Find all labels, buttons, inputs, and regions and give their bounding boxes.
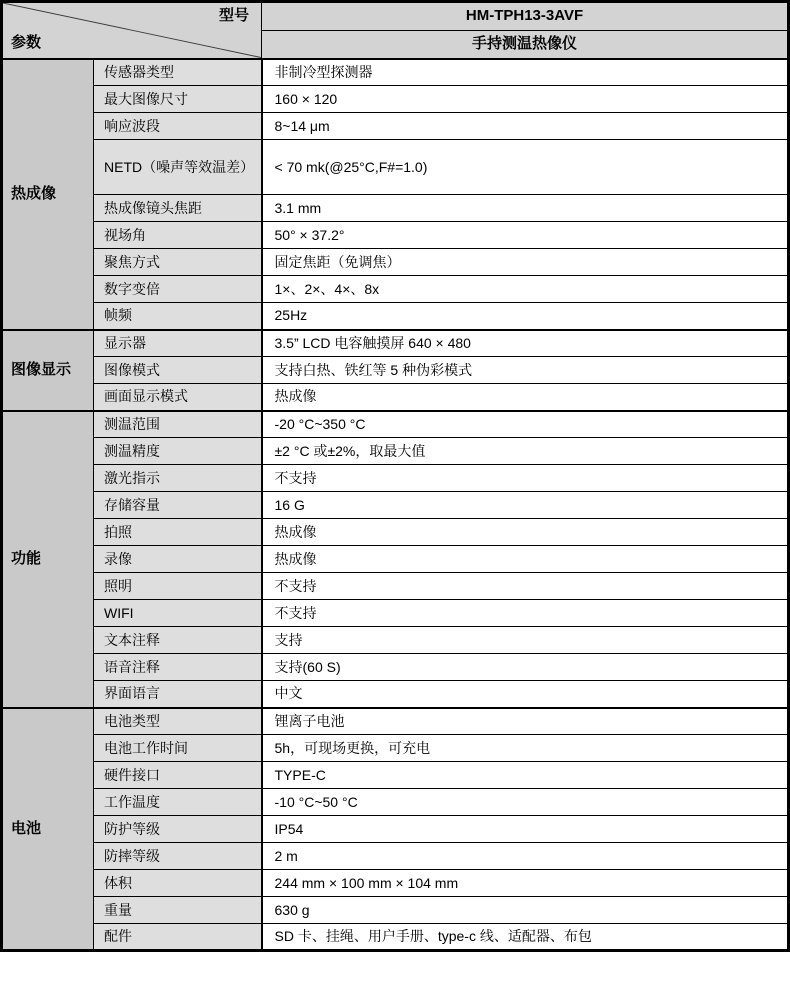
param-label: 照明 — [94, 573, 262, 600]
param-value: 不支持 — [262, 573, 789, 600]
table-row — [2, 519, 789, 546]
param-label: WIFI — [94, 600, 262, 627]
param-label: 工作温度 — [94, 789, 262, 816]
table-row — [2, 303, 789, 330]
param-label: 激光指示 — [94, 465, 262, 492]
param-label: 拍照 — [94, 519, 262, 546]
table-row — [2, 492, 789, 519]
param-value: 不支持 — [262, 600, 789, 627]
table-row — [2, 762, 789, 789]
param-label: 最大图像尺寸 — [94, 86, 262, 113]
param-value: -20 °C~350 °C — [262, 411, 789, 438]
param-label: 配件 — [94, 924, 262, 951]
param-label: 电池类型 — [94, 708, 262, 735]
model-value: HM-TPH13-3AVF — [262, 2, 789, 31]
table-row — [2, 59, 789, 86]
table-row — [2, 113, 789, 140]
corner-label-model: 型号 — [218, 7, 249, 24]
param-value: 热成像 — [262, 519, 789, 546]
param-value: 锂离子电池 — [262, 708, 789, 735]
param-label: 响应波段 — [94, 113, 262, 140]
param-value: 630 g — [262, 897, 789, 924]
corner-label-param: 参数 — [11, 34, 42, 52]
table-row — [2, 870, 789, 897]
param-label: 测温精度 — [94, 438, 262, 465]
param-value: 5h，可现场更换，可充电 — [262, 735, 789, 762]
param-label: NETD（噪声等效温差） — [94, 140, 262, 195]
group-cell-display: 图像显示 — [2, 330, 94, 411]
param-value: < 70 mk(@25°C,F#=1.0) — [262, 140, 789, 195]
param-value: 支持白热、铁红等 5 种伪彩模式 — [262, 357, 789, 384]
param-value: 160 × 120 — [262, 86, 789, 113]
table-row — [2, 600, 789, 627]
param-label: 传感器类型 — [94, 59, 262, 86]
param-value: 50° × 37.2° — [262, 222, 789, 249]
table-row — [2, 843, 789, 870]
param-value: 支持 — [262, 627, 789, 654]
param-value: 热成像 — [262, 384, 789, 411]
param-label: 热成像镜头焦距 — [94, 195, 262, 222]
param-label: 存储容量 — [94, 492, 262, 519]
param-value: 支持(60 S) — [262, 654, 789, 681]
param-label: 重量 — [94, 897, 262, 924]
table-row — [2, 384, 789, 411]
table-row — [2, 276, 789, 303]
table-row — [2, 897, 789, 924]
table-row — [2, 924, 789, 951]
table-row — [2, 465, 789, 492]
param-label: 数字变倍 — [94, 276, 262, 303]
param-label: 显示器 — [94, 330, 262, 357]
param-label: 体积 — [94, 870, 262, 897]
param-label: 画面显示模式 — [94, 384, 262, 411]
param-label: 电池工作时间 — [94, 735, 262, 762]
table-row — [2, 708, 789, 735]
param-value: 16 G — [262, 492, 789, 519]
param-value: 热成像 — [262, 546, 789, 573]
param-value: 1×、2×、4×、8x — [262, 276, 789, 303]
param-label: 测温范围 — [94, 411, 262, 438]
param-value: 8~14 μm — [262, 113, 789, 140]
table-row — [2, 573, 789, 600]
param-value: TYPE-C — [262, 762, 789, 789]
table-row — [2, 816, 789, 843]
table-row — [2, 627, 789, 654]
param-value: 3.1 mm — [262, 195, 789, 222]
param-value: 固定焦距（免调焦） — [262, 249, 789, 276]
table-row — [2, 789, 789, 816]
param-label: 防护等级 — [94, 816, 262, 843]
table-row — [2, 140, 789, 195]
group-cell-thermal: 热成像 — [2, 59, 94, 330]
param-label: 文本注释 — [94, 627, 262, 654]
param-value: 不支持 — [262, 465, 789, 492]
table-row — [2, 546, 789, 573]
table-row — [2, 438, 789, 465]
group-cell-battery: 电池 — [2, 708, 94, 951]
table-row — [2, 681, 789, 708]
param-value: 非制冷型探测器 — [262, 59, 789, 86]
table-row — [2, 249, 789, 276]
table-row — [2, 86, 789, 113]
param-label: 帧频 — [94, 303, 262, 330]
group-cell-function: 功能 — [2, 411, 94, 708]
param-label: 防摔等级 — [94, 843, 262, 870]
param-label: 聚焦方式 — [94, 249, 262, 276]
table-row — [2, 411, 789, 438]
param-label: 图像模式 — [94, 357, 262, 384]
param-value: ±2 °C 或±2%，取最大值 — [262, 438, 789, 465]
param-value: SD 卡、挂绳、用户手册、type-c 线、适配器、布包 — [262, 924, 789, 951]
param-label: 硬件接口 — [94, 762, 262, 789]
param-value: 2 m — [262, 843, 789, 870]
param-label: 界面语言 — [94, 681, 262, 708]
table-row — [2, 330, 789, 357]
param-value: 3.5” LCD 电容触摸屏 640 × 480 — [262, 330, 789, 357]
corner-cell — [2, 2, 262, 59]
header-row-model — [2, 2, 789, 31]
table-row — [2, 654, 789, 681]
table-row — [2, 735, 789, 762]
param-value: IP54 — [262, 816, 789, 843]
table-row — [2, 357, 789, 384]
param-label: 语音注释 — [94, 654, 262, 681]
product-name: 手持测温热像仪 — [262, 31, 789, 59]
param-value: 25Hz — [262, 303, 789, 330]
param-label: 录像 — [94, 546, 262, 573]
param-value: 244 mm × 100 mm × 104 mm — [262, 870, 789, 897]
table-row — [2, 195, 789, 222]
param-value: -10 °C~50 °C — [262, 789, 789, 816]
param-value: 中文 — [262, 681, 789, 708]
table-row — [2, 222, 789, 249]
param-label: 视场角 — [94, 222, 262, 249]
